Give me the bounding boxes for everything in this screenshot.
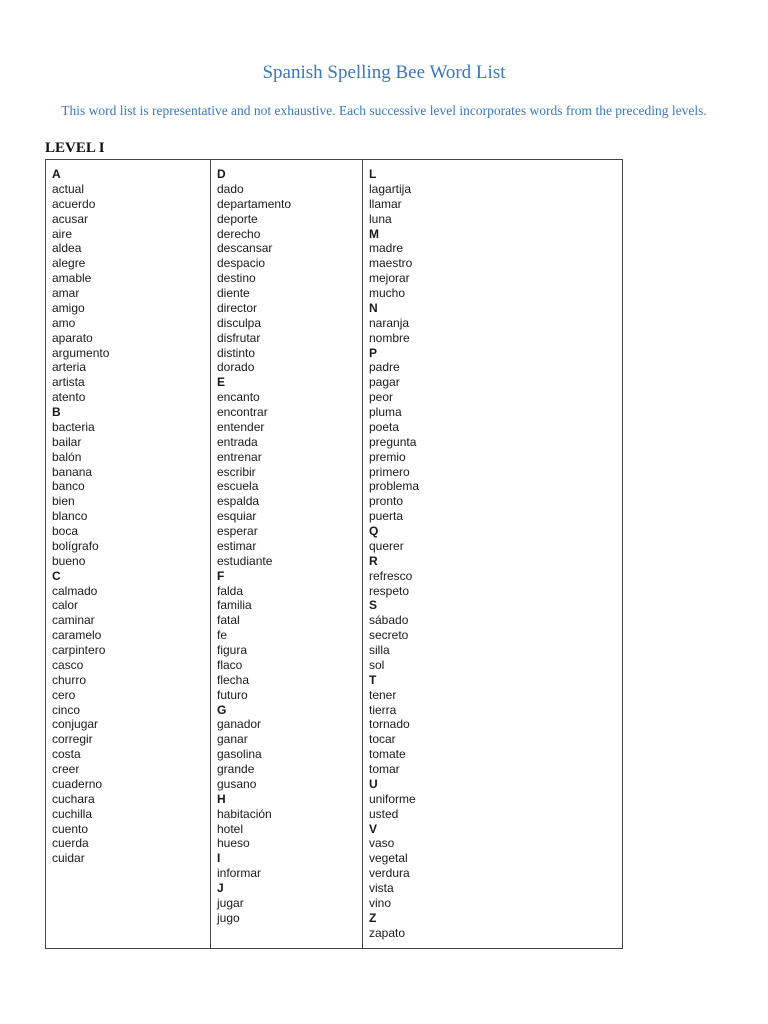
word-entry: escuela <box>217 479 259 494</box>
word-entry: descansar <box>217 241 273 256</box>
word-entry: acuerdo <box>52 196 96 211</box>
word-column-2 <box>211 160 363 948</box>
word-entry: actual <box>52 181 85 196</box>
word-entry: entrada <box>217 434 258 449</box>
word-entry: padre <box>369 360 400 375</box>
word-entry: cero <box>52 687 76 702</box>
letter-heading: U <box>369 776 378 791</box>
word-entry: pronto <box>369 494 404 509</box>
word-entry: querer <box>369 538 404 553</box>
word-entry: bueno <box>52 553 86 568</box>
word-entry: premio <box>369 449 406 464</box>
word-entry: cuento <box>52 821 89 836</box>
word-entry: madre <box>369 241 404 256</box>
word-entry: calmado <box>52 583 98 598</box>
word-entry: director <box>217 300 258 315</box>
word-entry: refresco <box>369 568 413 583</box>
word-entry: nombre <box>369 330 410 345</box>
word-entry: vaso <box>369 836 395 851</box>
letter-heading: E <box>217 375 226 390</box>
letter-heading: Q <box>369 524 379 538</box>
word-entry: uniforme <box>369 791 416 806</box>
word-entry: fe <box>217 628 228 643</box>
word-entry: zapato <box>369 925 406 940</box>
word-entry: derecho <box>217 226 261 241</box>
word-entry: respeto <box>369 583 410 598</box>
word-entry: argumento <box>52 345 110 360</box>
word-entry: esquiar <box>217 509 257 524</box>
word-entry: caminar <box>52 613 95 628</box>
letter-heading: H <box>217 791 226 806</box>
word-entry: ganador <box>217 717 262 732</box>
word-entry: entrenar <box>217 449 262 464</box>
letter-heading: F <box>217 568 225 583</box>
letter-heading: A <box>52 167 61 181</box>
word-entry: destino <box>217 271 256 286</box>
word-entry: departamento <box>217 196 292 211</box>
word-entry: informar <box>217 866 262 881</box>
letter-heading: L <box>369 167 377 181</box>
letter-heading: S <box>369 598 378 613</box>
word-entry: distinto <box>217 345 256 360</box>
word-entry: puerta <box>369 509 404 524</box>
word-entry: casco <box>52 657 84 672</box>
word-entry: cuaderno <box>52 776 103 791</box>
word-entry: balón <box>52 449 82 464</box>
page-title: Spanish Spelling Bee Word List <box>262 62 506 83</box>
letter-heading: V <box>369 821 378 836</box>
word-entry: jugo <box>217 910 240 925</box>
word-entry: poeta <box>369 419 400 434</box>
word-entry: banana <box>52 464 93 479</box>
word-entry: verdura <box>369 866 410 881</box>
word-entry: vista <box>369 881 394 895</box>
word-entry: pregunta <box>369 434 417 449</box>
word-entry: conjugar <box>52 717 99 732</box>
word-entry: espalda <box>217 494 260 509</box>
word-entry: esperar <box>217 524 258 538</box>
word-entry: hotel <box>217 821 244 836</box>
word-entry: familia <box>217 598 252 613</box>
word-entry: banco <box>52 479 85 494</box>
word-entry: tocar <box>369 732 396 747</box>
word-entry: tomar <box>369 762 400 776</box>
word-entry: creer <box>52 762 80 776</box>
word-entry: secreto <box>369 628 409 643</box>
letter-heading: P <box>369 345 378 360</box>
letter-heading: C <box>52 568 61 583</box>
word-entry: churro <box>52 672 87 687</box>
word-entry: caramelo <box>52 628 102 643</box>
word-entry: futuro <box>217 687 248 702</box>
word-entry: usted <box>369 806 399 821</box>
word-entry: bacteria <box>52 419 95 434</box>
word-entry: atento <box>52 390 86 405</box>
word-entry: bolígrafo <box>52 538 99 553</box>
word-entry: arteria <box>52 360 87 375</box>
word-entry: peor <box>369 390 394 405</box>
word-entry: dado <box>217 181 244 196</box>
letter-heading: B <box>52 405 61 419</box>
word-entry: mucho <box>369 286 406 300</box>
word-entry: diente <box>217 286 250 300</box>
word-entry: amigo <box>52 300 85 315</box>
word-column-3 <box>363 160 622 948</box>
word-entry: flaco <box>217 657 243 672</box>
word-entry: habitación <box>217 806 272 821</box>
word-entry: costa <box>52 747 81 762</box>
letter-heading: D <box>217 167 226 181</box>
word-entry: calor <box>52 598 79 613</box>
level-heading: LEVEL I <box>45 140 105 156</box>
word-entry: amo <box>52 315 76 330</box>
word-entry: tornado <box>369 717 410 732</box>
word-entry: fatal <box>217 613 240 628</box>
word-entry: falda <box>217 583 244 598</box>
word-entry: encontrar <box>217 405 268 419</box>
word-entry: artista <box>52 375 85 390</box>
letter-heading: N <box>369 300 378 315</box>
word-entry: llamar <box>369 196 402 211</box>
word-entry: boca <box>52 524 79 538</box>
word-entry: dorado <box>217 360 255 375</box>
word-entry: pagar <box>369 375 400 390</box>
word-entry: tierra <box>369 702 397 717</box>
word-entry: blanco <box>52 509 88 524</box>
word-entry: luna <box>369 211 392 226</box>
word-entry: amar <box>52 286 80 300</box>
word-entry: hueso <box>217 836 250 851</box>
word-entry: problema <box>369 479 420 494</box>
letter-heading: I <box>217 851 221 866</box>
word-entry: deporte <box>217 211 258 226</box>
word-entry: estudiante <box>217 553 273 568</box>
word-entry: entender <box>217 419 265 434</box>
letter-heading: G <box>217 702 227 717</box>
word-entry: mejorar <box>369 271 410 286</box>
letter-heading: R <box>369 553 378 568</box>
word-entry: despacio <box>217 256 266 271</box>
word-entry: jugar <box>217 895 244 910</box>
word-entry: silla <box>369 643 390 657</box>
word-entry: figura <box>217 643 248 657</box>
word-entry: flecha <box>217 672 250 687</box>
word-entry: maestro <box>369 256 413 271</box>
word-entry: aire <box>52 226 73 241</box>
word-entry: alegre <box>52 256 86 271</box>
word-entry: aldea <box>52 241 82 256</box>
word-entry: bien <box>52 494 75 509</box>
word-entry: acusar <box>52 211 89 226</box>
word-entry: sol <box>369 657 385 672</box>
word-entry: gasolina <box>217 747 262 762</box>
word-entry: tener <box>369 687 397 702</box>
word-entry: amable <box>52 271 92 286</box>
word-entry: vino <box>369 895 392 910</box>
word-entry: pluma <box>369 405 402 419</box>
word-entry: tomate <box>369 747 406 762</box>
word-column-1 <box>46 160 211 948</box>
word-entry: sábado <box>369 613 409 628</box>
word-entry: aparato <box>52 330 93 345</box>
word-entry: lagartija <box>369 181 412 196</box>
word-entry: cuidar <box>52 851 85 866</box>
letter-heading: Z <box>369 910 377 925</box>
word-entry: ganar <box>217 732 248 747</box>
word-entry: cuchara <box>52 791 95 806</box>
word-entry: cuchilla <box>52 806 93 821</box>
word-entry: disfrutar <box>217 330 261 345</box>
word-entry: encanto <box>217 390 260 405</box>
letter-heading: M <box>369 226 379 241</box>
word-entry: gusano <box>217 776 257 791</box>
word-entry: cuerda <box>52 836 89 851</box>
letter-heading: T <box>369 672 377 687</box>
word-entry: grande <box>217 762 255 776</box>
word-entry: escribir <box>217 464 256 479</box>
word-entry: estimar <box>217 538 257 553</box>
word-entry: corregir <box>52 732 93 747</box>
word-entry: disculpa <box>217 315 262 330</box>
word-entry: naranja <box>369 315 410 330</box>
word-entry: cinco <box>52 702 81 717</box>
word-entry: primero <box>369 464 410 479</box>
word-list-table <box>45 159 623 949</box>
word-entry: bailar <box>52 434 82 449</box>
letter-heading: J <box>217 881 224 895</box>
word-entry: vegetal <box>369 851 408 866</box>
word-entry: carpintero <box>52 643 106 657</box>
intro-text: This word list is representative and not exhaustive. Each successive level incorporates words from the preceding levels. <box>61 103 707 118</box>
